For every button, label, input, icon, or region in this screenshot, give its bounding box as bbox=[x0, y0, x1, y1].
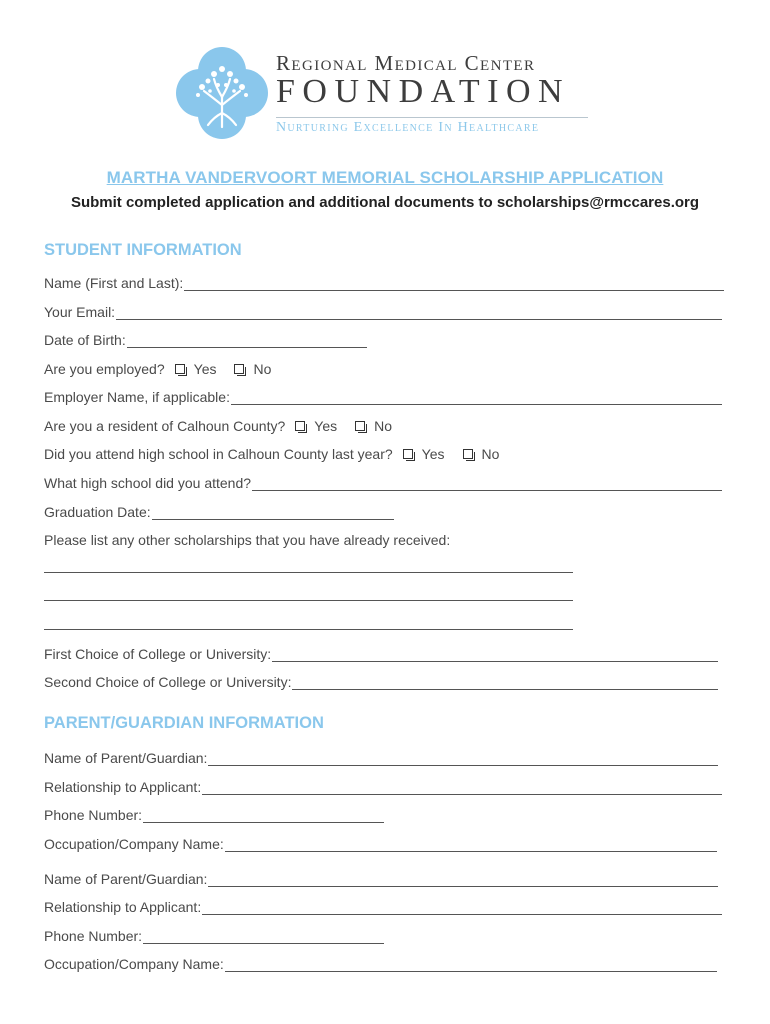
first-choice-field[interactable] bbox=[44, 642, 718, 662]
guardian2-name-line[interactable] bbox=[208, 871, 718, 887]
guardian1-phone-field[interactable] bbox=[44, 803, 384, 823]
scholarships-question bbox=[44, 528, 450, 548]
guardian2-occupation-line[interactable] bbox=[225, 956, 717, 972]
checkbox-icon[interactable] bbox=[175, 364, 185, 374]
checkbox-icon[interactable] bbox=[463, 449, 473, 459]
phone-label: Phone Number: bbox=[44, 807, 143, 823]
highschool-county-label: Did you attend high school in Calhoun County last year? bbox=[44, 446, 393, 462]
guardian1-name-line[interactable] bbox=[208, 750, 718, 766]
relationship-label: Relationship to Applicant: bbox=[44, 899, 202, 915]
dob-field[interactable] bbox=[44, 328, 367, 348]
first-choice-label: First Choice of College or University: bbox=[44, 646, 272, 662]
name-field[interactable] bbox=[44, 271, 724, 291]
email-field[interactable] bbox=[44, 300, 722, 320]
email-line[interactable] bbox=[116, 304, 722, 320]
highschool-county-question bbox=[44, 442, 517, 462]
resident-question bbox=[44, 414, 410, 434]
foundation-header bbox=[176, 47, 596, 142]
scholarships-line-1[interactable] bbox=[44, 572, 573, 573]
resident-no-option[interactable] bbox=[355, 418, 410, 434]
employed-yes-option[interactable] bbox=[175, 361, 235, 377]
guardian2-phone-field[interactable] bbox=[44, 924, 384, 944]
guardian1-occupation-line[interactable] bbox=[225, 836, 717, 852]
no-label: No bbox=[481, 446, 500, 462]
occupation-label: Occupation/Company Name: bbox=[44, 836, 224, 852]
tree-logo-icon bbox=[176, 47, 268, 139]
second-choice-field[interactable] bbox=[44, 670, 718, 690]
employer-field[interactable] bbox=[44, 385, 722, 405]
yes-label: Yes bbox=[193, 361, 217, 377]
no-label: No bbox=[253, 361, 272, 377]
checkbox-icon[interactable] bbox=[234, 364, 244, 374]
guardian2-name-field[interactable] bbox=[44, 867, 718, 887]
first-choice-line[interactable] bbox=[272, 646, 718, 662]
graduation-label: Graduation Date: bbox=[44, 504, 151, 520]
highschool-county-no-option[interactable] bbox=[463, 446, 518, 462]
scholarships-line-2[interactable] bbox=[44, 600, 573, 601]
dob-line[interactable] bbox=[127, 332, 367, 348]
org-tagline: Nurturing Excellence In Healthcare bbox=[276, 120, 540, 135]
occupation-label: Occupation/Company Name: bbox=[44, 956, 224, 972]
second-choice-line[interactable] bbox=[292, 674, 718, 690]
email-label: Your Email: bbox=[44, 304, 116, 320]
guardian1-relationship-field[interactable] bbox=[44, 775, 722, 795]
dob-label: Date of Birth: bbox=[44, 332, 126, 348]
employed-label: Are you employed? bbox=[44, 361, 165, 377]
student-section-heading: STUDENT INFORMATION bbox=[44, 241, 242, 259]
employer-label: Employer Name, if applicable: bbox=[44, 389, 230, 405]
org-name-line2: FOUNDATION bbox=[276, 73, 571, 110]
checkbox-icon[interactable] bbox=[295, 421, 305, 431]
name-line[interactable] bbox=[184, 275, 724, 291]
guardian-section-heading: PARENT/GUARDIAN INFORMATION bbox=[44, 714, 324, 732]
scholarships-label: Please list any other scholarships that you have already received: bbox=[44, 532, 451, 548]
guardian2-phone-line[interactable] bbox=[143, 928, 384, 944]
graduation-line[interactable] bbox=[152, 504, 394, 520]
guardian2-occupation-field[interactable] bbox=[44, 952, 717, 972]
yes-label: Yes bbox=[421, 446, 445, 462]
phone-label: Phone Number: bbox=[44, 928, 143, 944]
yes-label: Yes bbox=[314, 418, 338, 434]
employed-question bbox=[44, 357, 289, 377]
relationship-label: Relationship to Applicant: bbox=[44, 779, 202, 795]
resident-label: Are you a resident of Calhoun County? bbox=[44, 418, 286, 434]
guardian1-relationship-line[interactable] bbox=[202, 779, 722, 795]
name-label: Name (First and Last): bbox=[44, 275, 184, 291]
resident-yes-option[interactable] bbox=[295, 418, 355, 434]
graduation-field[interactable] bbox=[44, 500, 394, 520]
guardian1-phone-line[interactable] bbox=[143, 807, 384, 823]
employer-line[interactable] bbox=[231, 389, 722, 405]
guardian-name-label: Name of Parent/Guardian: bbox=[44, 750, 208, 766]
guardian2-relationship-field[interactable] bbox=[44, 895, 722, 915]
highschool-label: What high school did you attend? bbox=[44, 475, 252, 491]
scholarships-line-3[interactable] bbox=[44, 629, 573, 630]
guardian1-name-field[interactable] bbox=[44, 746, 718, 766]
highschool-county-yes-option[interactable] bbox=[403, 446, 463, 462]
form-subtitle: Submit completed application and additional documents to scholarships@rmccares.org bbox=[70, 194, 700, 211]
checkbox-icon[interactable] bbox=[403, 449, 413, 459]
no-label: No bbox=[374, 418, 393, 434]
header-divider bbox=[276, 117, 588, 118]
checkbox-icon[interactable] bbox=[355, 421, 365, 431]
guardian-name-label: Name of Parent/Guardian: bbox=[44, 871, 208, 887]
highschool-line[interactable] bbox=[252, 475, 722, 491]
second-choice-label: Second Choice of College or University: bbox=[44, 674, 292, 690]
form-title: MARTHA VANDERVOORT MEMORIAL SCHOLARSHIP APPLICATION bbox=[106, 168, 664, 187]
guardian2-relationship-line[interactable] bbox=[202, 899, 722, 915]
guardian1-occupation-field[interactable] bbox=[44, 832, 717, 852]
highschool-field[interactable] bbox=[44, 471, 722, 491]
employed-no-option[interactable] bbox=[234, 361, 289, 377]
org-name-line1: Regional Medical Center bbox=[276, 51, 536, 75]
